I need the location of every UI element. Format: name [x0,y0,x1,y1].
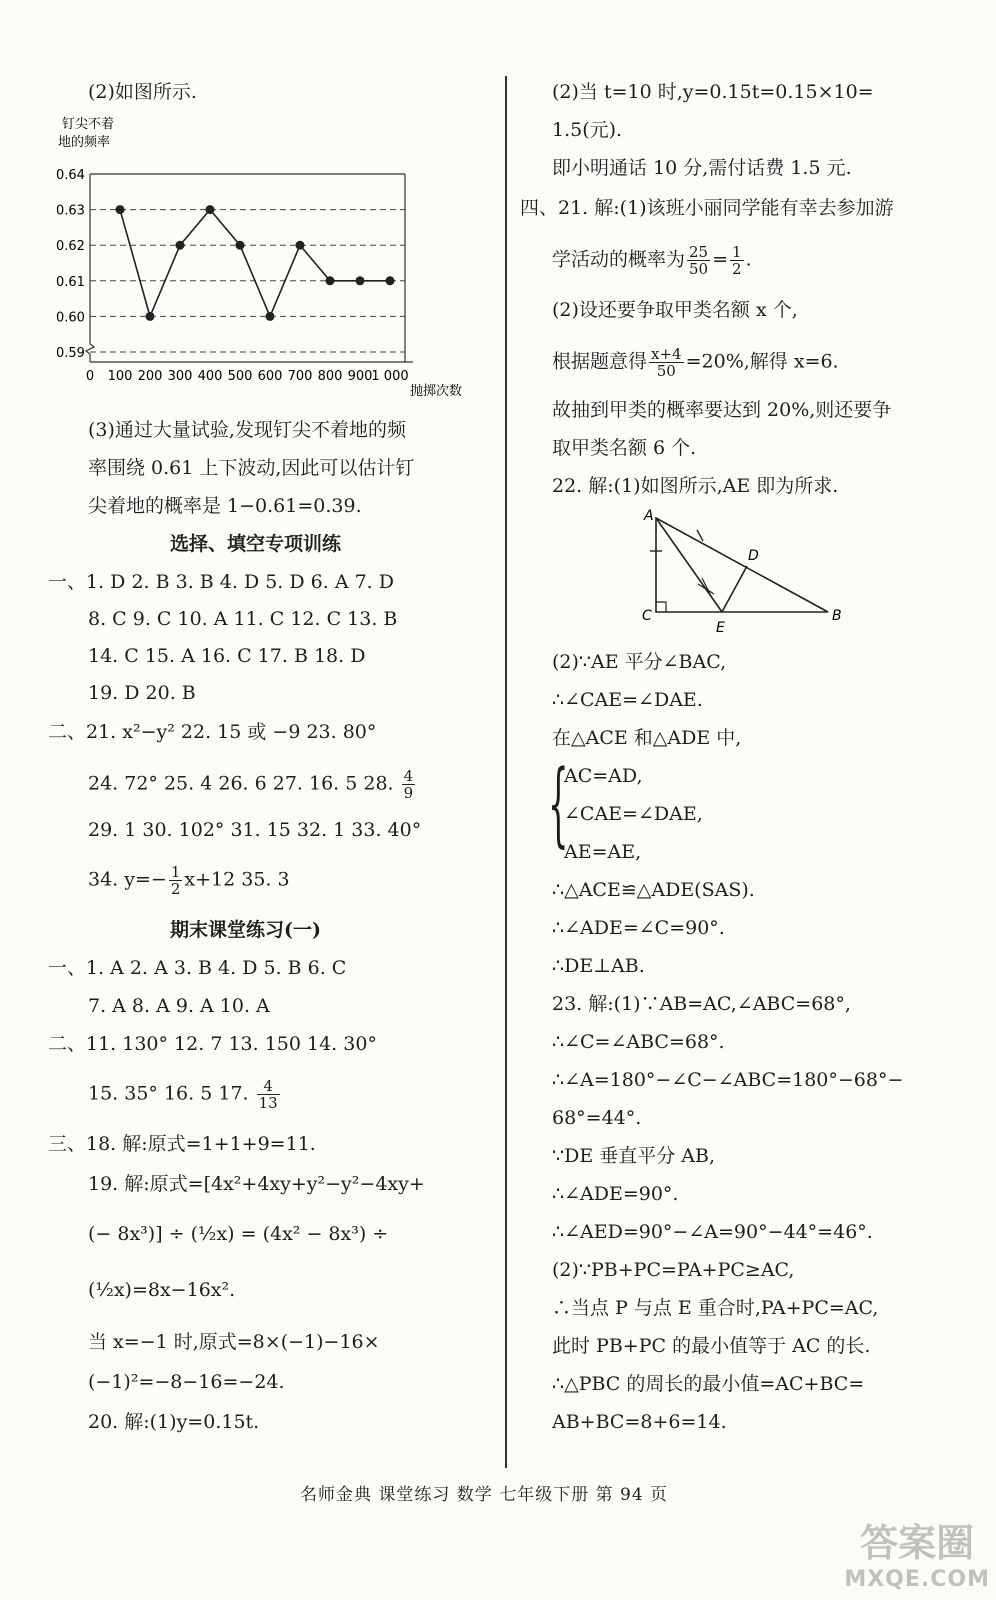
solution-20: 20. 解:(1)y=0.15t. [88,1411,260,1433]
triangle-abc [656,518,828,612]
choice-row-2: 8. C 9. C 10. A 11. C 12. C 13. B [88,608,398,630]
chart-y-tick-label: 0.59 [56,346,85,361]
solution-19-line3: (½x)=8x−16x². [88,1279,236,1301]
r-line-20: 23. 解:(1)∵AB=AC,∠ABC=68°, [552,993,851,1015]
chart-x-tick-label: 400 [197,369,223,384]
chart-y-tick-label: 0.61 [56,274,85,290]
r-line-9: 取甲类名额 6 个. [552,437,697,459]
final-fill-row-2: 15. 35° 16. 5 17. $\frac{4}{13}$ [88,1077,278,1112]
r-line-14: AC=AD, [564,765,643,787]
r-line-10: 22. 解:(1)如图所示,AE 即为所求. [552,475,839,497]
r-line-24: ∵DE 垂直平分 AB, [552,1145,715,1167]
r-line-28: ∴当点 P 与点 E 重合时,PA+PC=AC, [552,1297,879,1319]
chart-x-tick-label: 700 [287,369,313,384]
r-line-8: 故抽到甲类的概率要达到 20%,则还要争 [552,399,892,421]
watermark-logo: 答案圈 MXQE.COM [844,1521,990,1592]
chart-x-tick-label: 800 [317,369,343,384]
chart-x-tick-label: 900 [347,369,373,384]
r-line-2: 1.5(元). [552,119,623,141]
r-line-17: ∴△ACE≌△ADE(SAS). [552,879,755,901]
fill-row-2: 24. 72° 25. 4 26. 6 27. 16. 5 28. $\frac{4}{9}$ [88,767,414,802]
answer-3-line2: 率围绕 0.61 上下波动,因此可以估计钉 [88,457,415,479]
r-line-11: (2)∵AE 平分∠BAC, [552,651,727,673]
chart-data-point [116,205,125,214]
chart-data-point [356,276,365,285]
r-line-12: ∴∠CAE=∠DAE. [552,689,703,711]
r-line-4: 四、21. 解:(1)该班小丽同学能有幸去参加游 [520,197,894,219]
chart-data-point [386,276,395,285]
chart-x-tick-label: 600 [257,369,283,384]
chart-y-tick-label: 0.63 [56,203,85,219]
r-line-6: (2)设还要争取甲类名额 x 个, [552,299,798,321]
chart-x-tick-label: 200 [137,369,163,384]
answer-2-label: (2)如图所示. [88,81,197,103]
r-line-7: 根据题意得 $\frac{x+4}{50}$ =20%,解得 x=6. [552,345,839,380]
final-fill-row-1: 二、11. 130° 12. 7 13. 150 14. 30° [48,1033,377,1055]
final-choice-row-2: 7. A 8. A 9. A 10. A [88,995,270,1017]
r-line-29: 此时 PB+PC 的最小值等于 AC 的长. [552,1335,871,1357]
system-brace: { [548,750,569,857]
chart-data-point [296,241,305,250]
solution-19-line1: 19. 解:原式=[4x²+4xy+y²−y²−4xy+ [88,1173,425,1195]
chart-ylabel-line1: 钉尖不着 [62,117,115,132]
page-footer: 名师金典 课堂练习 数学 七年级下册 第 94 页 [300,1485,669,1505]
answer-3-line1: (3)通过大量试验,发现钉尖不着地的频 [88,419,406,441]
chart-y-tick-label: 0.60 [56,310,85,326]
choice-row-3: 14. C 15. A 16. C 17. B 18. D [88,645,366,667]
chart-data-point [146,312,155,321]
answer-3-line3: 尖着地的概率是 1−0.61=0.39. [88,495,362,517]
label-e: E [716,620,725,636]
chart-y-tick-label: 0.64 [56,168,85,183]
solution-19-line5: (−1)²=−8−16=−24. [88,1371,285,1393]
r-line-16: AE=AE, [564,841,642,863]
r-line-31: AB+BC=8+6=14. [552,1411,727,1433]
r-line-21: ∴∠C=∠ABC=68°. [552,1031,725,1053]
chart-data-point [206,205,215,214]
r-line-3: 即小明通话 10 分,需付话费 1.5 元. [552,157,852,179]
chart-x-tick-label: 1 000 [371,369,409,384]
r-line-26: ∴∠AED=90°−∠A=90°−44°=46°. [552,1221,873,1243]
r-line-23: 68°=44°. [552,1107,642,1129]
chart-xlabel: 抛掷次数 [410,384,463,399]
chart-x-tick-label: 300 [167,369,193,384]
solution-18: 三、18. 解:原式=1+1+9=11. [48,1133,316,1155]
chart-series-line [120,210,390,317]
choice-row-1: 一、1. D 2. B 3. B 4. D 5. D 6. A 7. D [48,571,394,593]
r-line-13: 在△ACE 和△ADE 中, [552,727,742,749]
chart-axis-break [86,344,94,362]
right-angle-mark [656,602,666,612]
chart-data-point [176,241,185,250]
chart-y-tick-label: 0.62 [56,239,85,255]
r-line-15: ∠CAE=∠DAE, [564,803,703,825]
r-line-30: ∴△PBC 的周长的最小值=AC+BC= [552,1373,865,1395]
label-c: C [642,608,652,624]
label-b: B [832,608,842,624]
chart-data-point [326,276,335,285]
solution-19-line4: 当 x=−1 时,原式=8×(−1)−16× [88,1331,380,1353]
chart-ylabel-line2: 地的频率 [58,135,111,150]
chart-x-tick-label: 0 [85,369,95,384]
r-line-25: ∴∠ADE=90°. [552,1183,679,1205]
section-title-final-practice: 期末课堂练习(一) [170,919,321,941]
fill-row-4: 34. y=− $\frac{1}{2}$ x+12 35. 3 [88,863,290,898]
tick-ad [697,530,703,541]
chart-data-point [266,312,275,321]
frequency-line-chart [50,112,510,412]
chart-data-point [236,241,245,250]
r-line-19: ∴DE⊥AB. [552,955,645,977]
triangle-figure [640,508,900,638]
segment-de [722,566,747,612]
label-d: D [748,548,759,564]
r-line-18: ∴∠ADE=∠C=90°. [552,917,725,939]
r-line-1: (2)当 t=10 时,y=0.15t=0.15×10= [552,81,874,103]
solution-19-line2: (− 8x³)] ÷ (½x) = (4x² − 8x³) ÷ [88,1223,389,1245]
r-line-27: (2)∵PB+PC=PA+PC≥AC, [552,1259,795,1281]
fill-row-1: 二、21. x²−y² 22. 15 或 −9 23. 80° [48,721,377,743]
r-line-22: ∴∠A=180°−∠C−∠ABC=180°−68°− [552,1069,904,1091]
final-choice-row-1: 一、1. A 2. A 3. B 4. D 5. B 6. C [48,957,347,979]
chart-x-tick-label: 100 [107,369,133,384]
choice-row-4: 19. D 20. B [88,682,196,704]
label-a: A [644,508,654,524]
section-title-choice-fill: 选择、填空专项训练 [170,533,342,555]
chart-x-tick-label: 500 [227,369,253,384]
fill-row-3: 29. 1 30. 102° 31. 15 32. 1 33. 40° [88,819,422,841]
r-line-5: 学活动的概率为 $\frac{25}{50}$ = $\frac{1}{2}$ . [552,243,752,278]
